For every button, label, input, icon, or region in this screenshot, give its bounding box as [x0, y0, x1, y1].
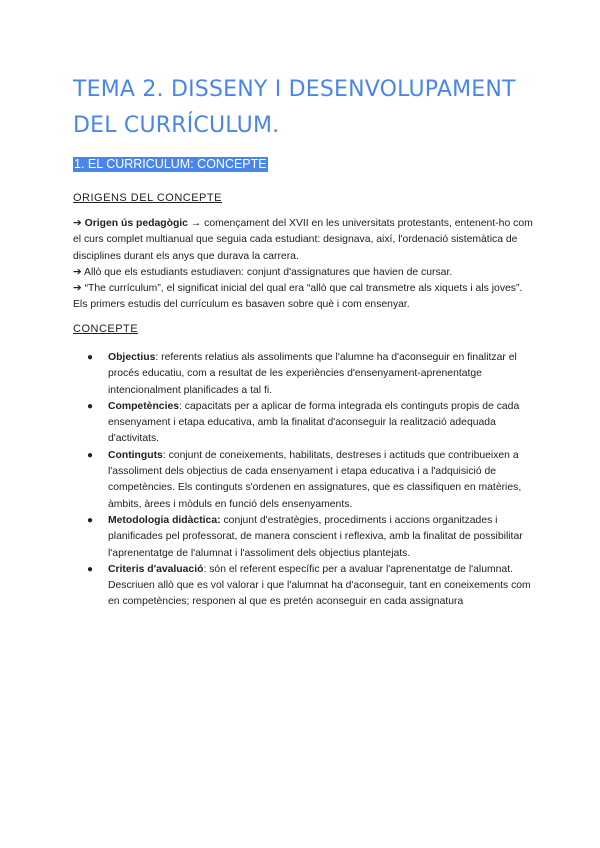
- list-item-term: Continguts: [108, 449, 163, 461]
- list-item-term: Metodologia didàctica:: [108, 514, 221, 526]
- origins-term-bold: Origen ús pedagògic: [84, 218, 188, 229]
- section-heading-highlighted: 1. EL CURRICULUM: CONCEPTE: [74, 157, 267, 171]
- origins-line-1-text: → començament del XVII en les universitats protestants, entenent-ho com el curs complet multianual que seguia cada estudiant: designava, així, l'ordenació sistemàtica de disciplines durant els anys que durava la carrera.: [73, 218, 533, 262]
- origins-paragraph: [73, 216, 533, 314]
- list-item-term: Objectius: [108, 352, 156, 363]
- origins-line-2: ➔ Allò que els estudiants estudiaven: conjunt d'assignatures que havien de cursar.: [73, 266, 453, 278]
- list-item: [73, 448, 543, 513]
- list-item: [73, 513, 543, 562]
- bullet-icon: ●: [87, 449, 94, 461]
- list-item-text: conjunt d'estratègies, procediments i accions organitzades i planificades pel professorat, de manera conscient i reflexiva, amb la finalitat de possibilitar l'aprenentatge de l'alumnat i l'assoliment dels objectius plantejats.: [108, 514, 523, 559]
- bullet-icon: ●: [87, 352, 94, 363]
- bullet-icon: ●: [87, 400, 94, 412]
- list-item-term: Competències: [108, 400, 180, 412]
- list-item-text: : són el referent específic per a avaluar l'aprenentatge de l'alumnat. Descriuen allò que es vol valorar i que l'alumnat ha d'aconseguir, tant en coneixements com en competències; responen al que es pretén aconseguir en cada assignatura: [108, 563, 531, 608]
- concept-list: [73, 350, 543, 611]
- list-item: [73, 562, 543, 611]
- bullet-icon: ●: [87, 514, 94, 526]
- origins-line-3: ➔ “The currículum”, el significat inicial del qual era “allò que cal transmetre als xiquets i als joves”. Els primers estudis del currículum es basaven sobre què i com ensenyar.: [73, 283, 523, 311]
- list-item: [73, 399, 543, 448]
- list-item-text: : conjunt de coneixements, habilitats, destreses i actituds que contribueixen a l'assoliment dels objectius de cada ensenyament i etapa educativa i a l'adquisició de competències. Els continguts s'ordenen en assignatures, que es classifiquen en matèries, àmbits, àrees i mòduls en funció dels ensenyaments.: [108, 449, 522, 510]
- arrow-icon: ➔: [73, 218, 82, 229]
- list-item: [73, 350, 543, 399]
- document-title: TEMA 2. DISSENY I DESENVOLUPAMENT DEL CURRÍCULUM.: [73, 77, 516, 138]
- origins-line-1: [73, 216, 533, 265]
- list-item-term: Criteris d'avaluació: [108, 563, 204, 575]
- list-item-text: : referents relatius als assoliments que l'alumne ha d'aconseguir en finalitzar el procés educatiu, com a resultat de les experiències d'ensenyament-aprenentatge intencionalment planificades a tal fi.: [108, 352, 517, 396]
- list-item-text: : capacitats per a aplicar de forma integrada els continguts propis de cada ensenyament i etapa educativa, amb la finalitat d'aconseguir la realització adequada d'activitats.: [108, 400, 520, 445]
- concept-subheading: CONCEPTE: [73, 323, 139, 335]
- origins-subheading: ORIGENS DEL CONCEPTE: [73, 192, 222, 204]
- bullet-icon: ●: [87, 563, 94, 575]
